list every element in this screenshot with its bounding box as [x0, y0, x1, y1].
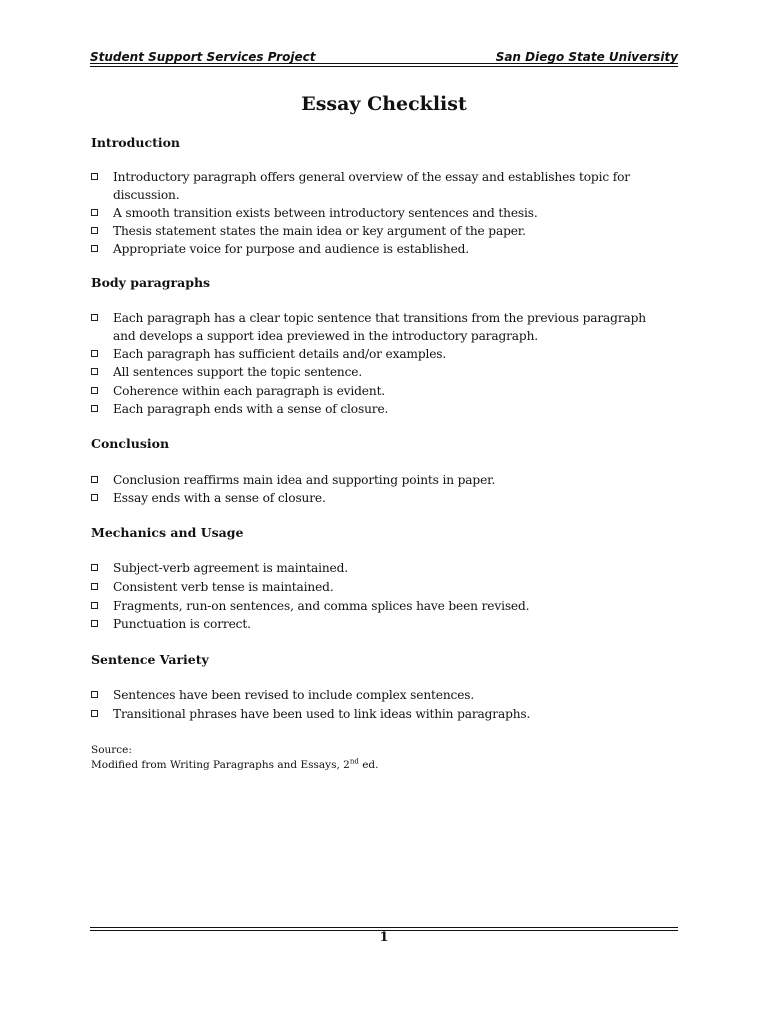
checklist-item-text: Appropriate voice for purpose and audience is established. — [113, 242, 470, 256]
checklist-item — [91, 363, 671, 381]
checkbox-icon[interactable] — [91, 691, 98, 698]
checklist-item — [91, 168, 671, 204]
checklist-item — [91, 400, 671, 418]
checklist-item-text: Essay ends with a sense of closure. — [113, 491, 326, 505]
checklist-item — [91, 559, 671, 577]
checklist-item-text: All sentences support the topic sentence. — [113, 365, 363, 379]
checklist-item — [91, 597, 671, 615]
source-label: Source: — [91, 744, 132, 756]
checklist-item-text: Sentences have been revised to include complex sentences. — [113, 688, 475, 702]
checkbox-icon[interactable] — [91, 368, 98, 375]
checkbox-icon[interactable] — [91, 227, 98, 234]
checklist-item — [91, 222, 671, 240]
checklist-item-text: Each paragraph has sufficient details and/or examples. — [113, 347, 447, 361]
section-heading-sentence-variety: Sentence Variety — [91, 652, 209, 667]
header-rule — [90, 63, 678, 64]
section-heading-mechanics-and-usage: Mechanics and Usage — [91, 525, 244, 540]
checkbox-icon[interactable] — [91, 494, 98, 501]
checklist-item — [91, 705, 671, 723]
checklist-item — [91, 489, 671, 507]
checkbox-icon[interactable] — [91, 620, 98, 627]
checklist-item — [91, 382, 671, 400]
footer-rule-thin — [90, 927, 678, 928]
page-title: Essay Checklist — [301, 93, 467, 115]
source-citation — [91, 758, 378, 772]
checklist-item-text: Introductory paragraph offers general overview of the essay and establishes topic for discussion. — [113, 170, 630, 202]
checkbox-icon[interactable] — [91, 350, 98, 357]
checklist-item — [91, 471, 671, 489]
checkbox-icon[interactable] — [91, 564, 98, 571]
checklist-item-text: Each paragraph has a clear topic sentence that transitions from the previous paragraph and develops a support idea previewed in the introductory paragraph. — [113, 311, 646, 343]
checklist-item — [91, 204, 671, 222]
page-header — [90, 46, 678, 64]
checklist-item-text: Punctuation is correct. — [113, 617, 251, 631]
checklist-item — [91, 345, 671, 363]
section-heading-introduction: Introduction — [91, 135, 181, 150]
checkbox-icon[interactable] — [91, 173, 98, 180]
source-citation-text: Modified from Writing Paragraphs and Essays, 2 — [91, 759, 350, 771]
source-citation-suffix: ed. — [358, 759, 379, 771]
checklist-item-text: Subject-verb agreement is maintained. — [113, 561, 348, 575]
header-right: San Diego State University — [495, 50, 678, 64]
checkbox-icon[interactable] — [91, 710, 98, 717]
checkbox-icon[interactable] — [91, 209, 98, 216]
section-heading-body-paragraphs: Body paragraphs — [91, 275, 211, 290]
checklist-item — [91, 309, 671, 345]
checkbox-icon[interactable] — [91, 387, 98, 394]
checklist-item — [91, 615, 671, 633]
checklist-item-text: Transitional phrases have been used to link ideas within paragraphs. — [113, 707, 531, 721]
checkbox-icon[interactable] — [91, 245, 98, 252]
checklist-item — [91, 240, 671, 258]
checklist-item-text: Thesis statement states the main idea or key argument of the paper. — [113, 224, 526, 238]
checkbox-icon[interactable] — [91, 583, 98, 590]
checklist-item-text: Conclusion reaffirms main idea and supporting points in paper. — [113, 473, 496, 487]
checklist-item-text: A smooth transition exists between introductory sentences and thesis. — [113, 206, 538, 220]
checklist-item-text: Fragments, run-on sentences, and comma splices have been revised. — [113, 599, 530, 613]
checklist-item-text: Consistent verb tense is maintained. — [113, 580, 334, 594]
checkbox-icon[interactable] — [91, 405, 98, 412]
checklist-item-text: Each paragraph ends with a sense of closure. — [113, 402, 389, 416]
header-left: Student Support Services Project — [90, 50, 316, 64]
checklist-item-text: Coherence within each paragraph is evident. — [113, 384, 386, 398]
page-number: 1 — [379, 930, 389, 945]
checklist-item — [91, 686, 671, 704]
checkbox-icon[interactable] — [91, 314, 98, 321]
checklist-item — [91, 578, 671, 596]
checkbox-icon[interactable] — [91, 602, 98, 609]
source-citation-superscript: nd — [349, 757, 359, 766]
section-heading-conclusion: Conclusion — [91, 436, 170, 451]
header-rule-thin — [90, 66, 678, 67]
checkbox-icon[interactable] — [91, 476, 98, 483]
